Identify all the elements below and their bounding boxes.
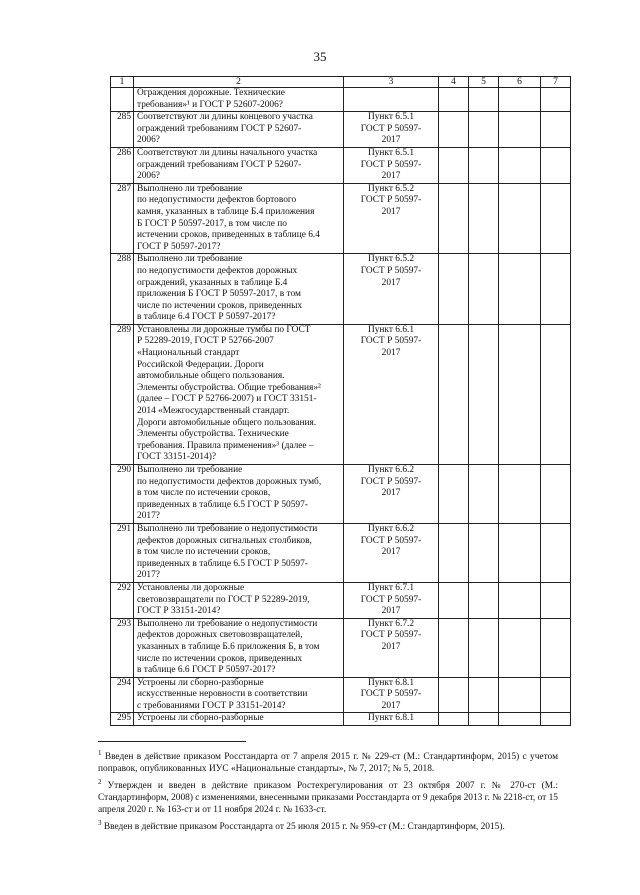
row-reference: Пункт 6.6.1 ГОСТ Р 50597- 2017	[344, 324, 439, 464]
row-question: Выполнено ли требование о недопустимости дефектов дорожных сигнальных столбиков, в том числе по истечении сроков, приведенных в таблице 6.5 ГОСТ Р 50597- 2017?	[134, 523, 344, 582]
footnote-mark: 1	[98, 749, 102, 757]
answer-cell-yes	[439, 88, 469, 112]
row-question: Ограждения дорожные. Технические требования»¹ и ГОСТ Р 52607-2006?	[134, 88, 344, 112]
footnote-mark: 2	[98, 778, 102, 787]
table-row	[111, 88, 571, 112]
answer-cell-na	[499, 183, 541, 254]
row-question: Выполнено ли требование о недопустимости дефектов дорожных световозвращателей, указанных в таблице Б.6 приложения Б, в том числе по истечении сроков, приведенных в таблице 6.6 ГОСТ Р 50597-2017?	[134, 618, 344, 677]
row-number: 290	[111, 465, 134, 524]
column-header: 2	[134, 77, 344, 88]
answer-cell-no	[469, 183, 499, 254]
table-row	[111, 147, 571, 183]
answer-cell-yes	[439, 112, 469, 148]
answer-cell-yes	[439, 465, 469, 524]
notes-cell	[541, 677, 571, 713]
notes-cell	[541, 582, 571, 618]
notes-cell	[541, 147, 571, 183]
footnote	[98, 818, 558, 834]
table-row	[111, 112, 571, 148]
row-number: 288	[111, 254, 134, 325]
notes-cell	[541, 465, 571, 524]
answer-cell-na	[499, 112, 541, 148]
column-header: 4	[439, 77, 469, 88]
answer-cell-na	[499, 147, 541, 183]
table-row	[111, 324, 571, 464]
row-reference: Пункт 6.8.1	[344, 713, 439, 726]
answer-cell-no	[469, 324, 499, 464]
row-question: Выполнено ли требование по недопустимости дефектов бортового камня, указанных в таблице Б.4 приложения Б ГОСТ Р 50597-2017, в том числе по истечении сроков, приведенных в таблице 6.4 ГОСТ Р 50597-2017?	[134, 183, 344, 254]
answer-cell-yes	[439, 183, 469, 254]
row-number: 294	[111, 677, 134, 713]
answer-cell-na	[499, 713, 541, 726]
row-reference	[344, 88, 439, 112]
answer-cell-na	[499, 677, 541, 713]
row-reference: Пункт 6.7.1 ГОСТ Р 50597- 2017	[344, 582, 439, 618]
notes-cell	[541, 713, 571, 726]
footnote-text: Введен в действие приказом Росстандарта от 7 апреля 2015 г. № 229-ст (М.: Стандартинформ, 2015) с учетом поправок, опубликованных ИУС «Национальные стандарты», № 7, 2017; № 5, 2018.	[98, 752, 559, 774]
column-header: 1	[111, 77, 134, 88]
table-row	[111, 523, 571, 582]
column-header: 3	[344, 77, 439, 88]
answer-cell-na	[499, 254, 541, 325]
answer-cell-no	[469, 713, 499, 726]
answer-cell-no	[469, 88, 499, 112]
row-reference: Пункт 6.7.2 ГОСТ Р 50597- 2017	[344, 618, 439, 677]
answer-cell-no	[469, 523, 499, 582]
row-reference: Пункт 6.8.1 ГОСТ Р 50597- 2017	[344, 677, 439, 713]
row-reference: Пункт 6.6.2 ГОСТ Р 50597- 2017	[344, 523, 439, 582]
page-number: 35	[313, 49, 327, 64]
footnote-divider	[98, 741, 246, 742]
row-number: 285	[111, 112, 134, 148]
answer-cell-yes	[439, 713, 469, 726]
answer-cell-na	[499, 324, 541, 464]
answer-cell-yes	[439, 523, 469, 582]
column-header: 7	[541, 77, 571, 88]
answer-cell-na	[499, 582, 541, 618]
notes-cell	[541, 523, 571, 582]
footnote	[98, 777, 558, 816]
row-number	[111, 88, 134, 112]
row-number: 295	[111, 713, 134, 726]
table-row	[111, 618, 571, 677]
table-row	[111, 677, 571, 713]
answer-cell-yes	[439, 324, 469, 464]
row-number: 291	[111, 523, 134, 582]
answer-cell-na	[499, 618, 541, 677]
row-number: 292	[111, 582, 134, 618]
footnote	[98, 748, 558, 775]
notes-cell	[541, 254, 571, 325]
answer-cell-na	[499, 88, 541, 112]
notes-cell	[541, 183, 571, 254]
notes-cell	[541, 618, 571, 677]
notes-cell	[541, 324, 571, 464]
row-question: Установлены ли дорожные тумбы по ГОСТ Р 52289-2019, ГОСТ Р 52766-2007 «Национальный стандарт Российской Федерации. Дороги автомобильные общего пользования. Элементы обустройства. Общие требования»² (далее – ГОСТ Р 52766-2007) и ГОСТ 33151- 2014 «Межгосударственный стандарт. Дороги автомобильные общего пользования. Элементы обустройства. Технические требования. Правила применения»³ (далее – ГОСТ 33151-2014)?	[134, 324, 344, 464]
row-number: 286	[111, 147, 134, 183]
notes-cell	[541, 88, 571, 112]
answer-cell-no	[469, 254, 499, 325]
footnote-mark: 3	[98, 819, 102, 828]
checklist-table	[110, 76, 571, 726]
row-number: 289	[111, 324, 134, 464]
table-row	[111, 254, 571, 325]
answer-cell-yes	[439, 254, 469, 325]
column-header: 5	[469, 77, 499, 88]
notes-cell	[541, 112, 571, 148]
row-number: 287	[111, 183, 134, 254]
answer-cell-no	[469, 112, 499, 148]
table-header-row	[111, 77, 571, 88]
table-row	[111, 582, 571, 618]
table-row	[111, 713, 571, 726]
row-question: Соответствуют ли длины концевого участка ограждений требованиям ГОСТ Р 52607- 2006?	[134, 112, 344, 148]
answer-cell-yes	[439, 677, 469, 713]
row-question: Устроены ли сборно-разборные искусственные неровности в соответствии с требованиями ГОСТ Р 33151-2014?	[134, 677, 344, 713]
footnotes	[98, 748, 558, 836]
answer-cell-no	[469, 465, 499, 524]
answer-cell-na	[499, 523, 541, 582]
row-reference: Пункт 6.5.1 ГОСТ Р 50597- 2017	[344, 112, 439, 148]
row-question: Соответствуют ли длины начального участка ограждений требованиям ГОСТ Р 52607- 2006?	[134, 147, 344, 183]
row-reference: Пункт 6.6.2 ГОСТ Р 50597- 2017	[344, 465, 439, 524]
answer-cell-yes	[439, 618, 469, 677]
row-question: Выполнено ли требование по недопустимости дефектов дорожных тумб, в том числе по истечении сроков, приведенных в таблице 6.5 ГОСТ Р 50597- 2017?	[134, 465, 344, 524]
row-reference: Пункт 6.5.1 ГОСТ Р 50597- 2017	[344, 147, 439, 183]
row-reference: Пункт 6.5.2 ГОСТ Р 50597- 2017	[344, 183, 439, 254]
footnote-text: Утвержден и введен в действие приказом Ростехрегулирования от 23 октября 2007 г. № 270-ст (М.: Стандартинформ, 2008) с изменениями, внесенными приказами Росстандарта от 9 декабря 2013 г. № 2218-ст, от 15 апреля 2020 г. № 163-ст и от 11 ноября 2024 г. № 1633-ст.	[98, 781, 559, 815]
answer-cell-yes	[439, 582, 469, 618]
row-question: Установлены ли дорожные световозвращатели по ГОСТ Р 52289-2019, ГОСТ Р 33151-2014?	[134, 582, 344, 618]
answer-cell-yes	[439, 147, 469, 183]
row-reference: Пункт 6.5.2 ГОСТ Р 50597- 2017	[344, 254, 439, 325]
answer-cell-no	[469, 677, 499, 713]
answer-cell-no	[469, 582, 499, 618]
answer-cell-no	[469, 618, 499, 677]
table-row	[111, 465, 571, 524]
column-header: 6	[499, 77, 541, 88]
table-row	[111, 183, 571, 254]
answer-cell-na	[499, 465, 541, 524]
row-number: 293	[111, 618, 134, 677]
answer-cell-no	[469, 147, 499, 183]
row-question: Устроены ли сборно-разборные	[134, 713, 344, 726]
footnote-text: Введен в действие приказом Росстандарта от 25 июля 2015 г. № 959-ст (М.: Стандартинформ, 2015).	[103, 822, 505, 833]
row-question: Выполнено ли требование по недопустимости дефектов дорожных ограждений, указанных в таблице Б.4 приложения Б ГОСТ Р 50597-2017, в том числе по истечении сроков, приведенных в таблице 6.4 ГОСТ Р 50597-2017?	[134, 254, 344, 325]
